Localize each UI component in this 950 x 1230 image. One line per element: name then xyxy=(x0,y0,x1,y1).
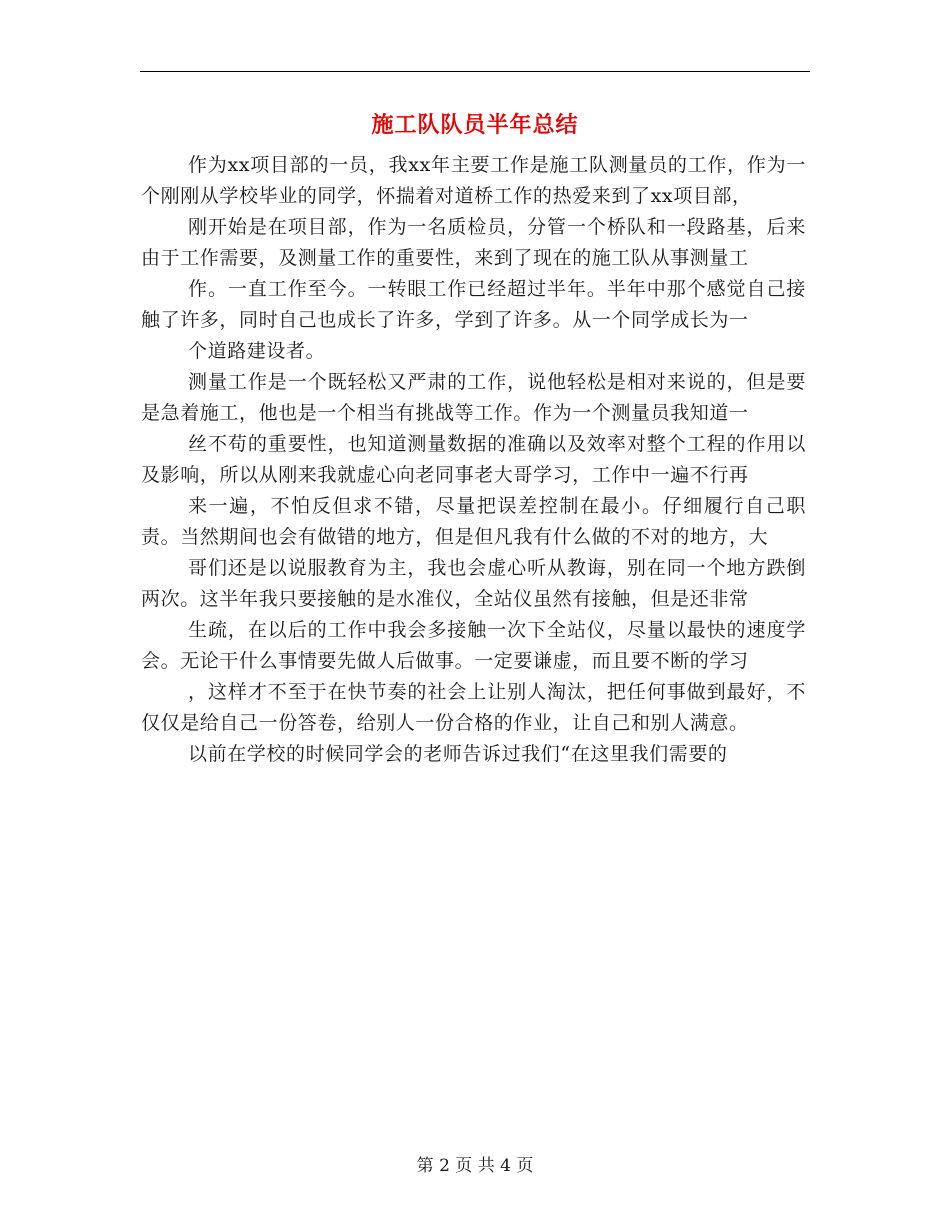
paragraph: ，这样才不至于在快节奏的社会上让别人淘汰，把任何事做到最好，不仅仅是给自己一份答卷，给别人一份合格的作业，让自己和别人满意。 xyxy=(141,681,806,734)
document-body xyxy=(141,150,806,770)
paragraph: 测量工作是一个既轻松又严肃的工作，说他轻松是相对来说的，但是要是急着施工，他也是一个相当有挑战等工作。作为一个测量员我知道一 xyxy=(141,371,806,424)
paragraph: 刚开始是在项目部，作为一名质检员，分管一个桥队和一段路基，后来由于工作需要，及测量工作的重要性，来到了现在的施工队从事测量工 xyxy=(141,216,806,269)
header-rule xyxy=(140,71,810,72)
paragraph: 来一遍，不怕反但求不错，尽量把误差控制在最小。仔细履行自己职责。当然期间也会有做错的地方，但是但凡我有什么做的不对的地方，大 xyxy=(141,495,806,548)
paragraph: 丝不苟的重要性，也知道测量数据的准确以及效率对整个工程的作用以及影响，所以从刚来我就虚心向老同事老大哥学习，工作中一遍不行再 xyxy=(141,433,806,486)
paragraph: 哥们还是以说服教育为主，我也会虚心听从教诲，别在同一个地方跌倒两次。这半年我只要接触的是水准仪，全站仪虽然有接触，但是还非常 xyxy=(141,557,806,610)
paragraph: 作为xx项目部的一员，我xx年主要工作是施工队测量员的工作，作为一个刚刚从学校毕业的同学，怀揣着对道桥工作的热爱来到了xx项目部， xyxy=(141,154,806,207)
page-number-footer: 第 2 页 共 4 页 xyxy=(416,1156,534,1176)
document-title: 施工队队员半年总结 xyxy=(371,112,579,138)
paragraph: 个道路建设者。 xyxy=(188,340,326,362)
paragraph: 作。一直工作至今。一转眼工作已经超过半年。半年中那个感觉自己接触了许多，同时自己也成长了许多，学到了许多。从一个同学成长为一 xyxy=(141,278,806,331)
paragraph: 生疏，在以后的工作中我会多接触一次下全站仪，尽量以最快的速度学会。无论干什么事情要先做人后做事。一定要谦虚，而且要不断的学习 xyxy=(141,619,806,672)
paragraph: 以前在学校的时候同学会的老师告诉过我们“在这里我们需要的 xyxy=(188,743,728,765)
